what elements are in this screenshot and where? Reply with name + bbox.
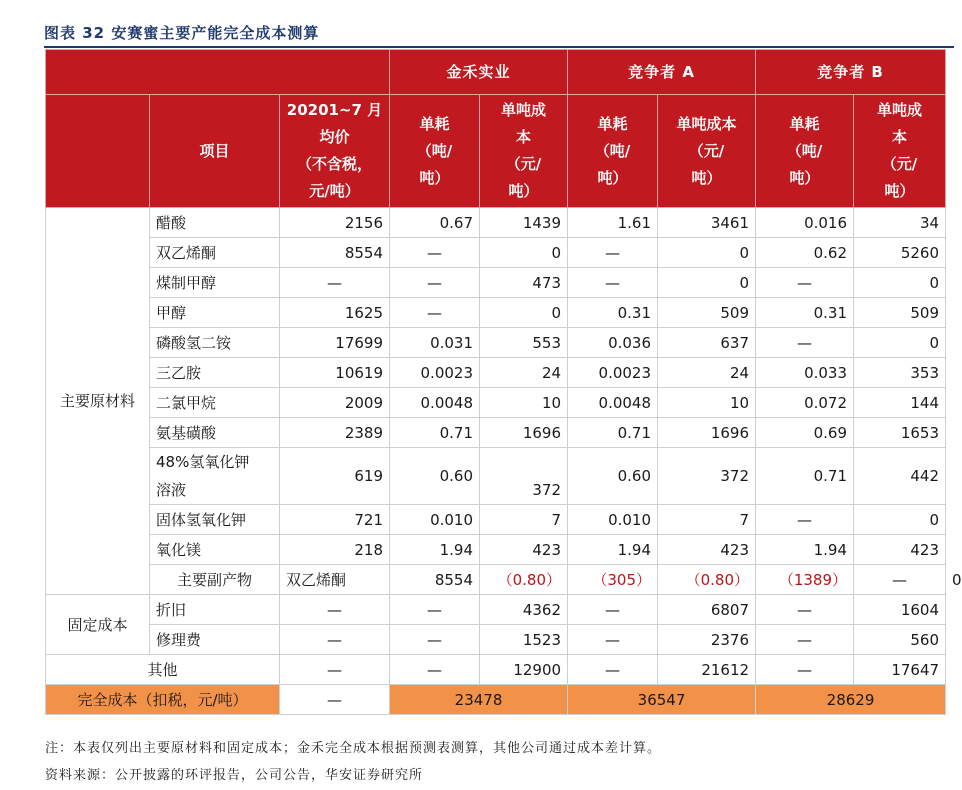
consumption-cell: （0.80） (480, 565, 568, 595)
unit-cost-cell: 5260 (854, 238, 946, 268)
unit-cost-cell: 1653 (854, 418, 946, 448)
column-header-price: 20201~7 月 均价 （不含税， 元/吨） (280, 95, 390, 208)
consumption-cell: 0.31 (756, 298, 854, 328)
price-cell: 2389 (280, 418, 390, 448)
unit-cost-cell: 0 (658, 268, 756, 298)
table-row (46, 448, 946, 505)
price-cell: — (280, 625, 390, 655)
price-cell: — (280, 685, 390, 715)
category-raw-materials (46, 208, 150, 595)
column-header-consumption: 单耗 （吨/ 吨） (568, 95, 658, 208)
unit-cost-cell: 3461 (658, 208, 756, 238)
item-name: 双乙烯酮 (280, 565, 390, 595)
consumption-cell: 0.67 (390, 208, 480, 238)
source-note: 资料来源：公开披露的环评报告，公司公告，华安证券研究所 (45, 768, 424, 783)
consumption-cell: 0.71 (568, 418, 658, 448)
column-header-unit-cost: 单吨成 本 （元/ 吨） (854, 95, 946, 208)
consumption-cell: — (390, 595, 480, 625)
unit-cost-cell: 21612 (658, 655, 756, 685)
unit-cost-cell: 17647 (854, 655, 946, 685)
consumption-cell: 0.0048 (568, 388, 658, 418)
consumption-cell: 1.94 (568, 535, 658, 565)
consumption-cell: 0.0023 (568, 358, 658, 388)
unit-cost-cell: 353 (854, 358, 946, 388)
consumption-cell: 0.010 (390, 505, 480, 535)
price-cell: 619 (280, 448, 390, 505)
consumption-cell: 0.016 (756, 208, 854, 238)
unit-cost-cell: 442 (854, 448, 946, 505)
consumption-cell: 0.0023 (390, 358, 480, 388)
consumption-cell: — (390, 625, 480, 655)
item-name: 三乙胺 (150, 358, 280, 388)
consumption-cell: 0.033 (756, 358, 854, 388)
total-cost-cell: 23478 (390, 685, 568, 715)
price-cell: 721 (280, 505, 390, 535)
consumption-cell: — (756, 655, 854, 685)
unit-cost-cell: 423 (854, 535, 946, 565)
consumption-cell: 1.94 (390, 535, 480, 565)
item-name: 磷酸氢二铵 (150, 328, 280, 358)
table-row (46, 535, 946, 565)
table-note: 注：本表仅列出主要原材料和固定成本；金禾完全成本根据预测表测算，其他公司通过成本差计算。 (45, 741, 662, 756)
total-label: 完全成本（扣税，元/吨） (46, 685, 280, 715)
unit-cost-cell: 34 (854, 208, 946, 238)
unit-cost-cell: 1696 (480, 418, 568, 448)
item-name: 氨基磺酸 (150, 418, 280, 448)
price-cell: 8554 (390, 565, 480, 595)
unit-cost-cell: 0 (854, 268, 946, 298)
total-cost-cell: 36547 (568, 685, 756, 715)
unit-cost-cell: 560 (854, 625, 946, 655)
table-row (46, 418, 946, 448)
company-header: 竞争者 B (756, 50, 946, 95)
unit-cost-cell: 12900 (480, 655, 568, 685)
company-header: 金禾实业 (390, 50, 568, 95)
item-name: 氧化镁 (150, 535, 280, 565)
header-row-columns (46, 95, 946, 208)
unit-cost-cell: 1696 (658, 418, 756, 448)
consumption-cell: 0.010 (568, 505, 658, 535)
consumption-cell: — (568, 625, 658, 655)
table-row (46, 238, 946, 268)
consumption-cell: 0.072 (756, 388, 854, 418)
price-cell: — (280, 268, 390, 298)
title-rule (44, 46, 954, 48)
price-cell: — (280, 595, 390, 625)
consumption-cell: — (756, 595, 854, 625)
unit-cost-cell: 0 (480, 298, 568, 328)
table-row (46, 298, 946, 328)
consumption-cell: 1.94 (756, 535, 854, 565)
item-name: 固体氢氧化钾 (150, 505, 280, 535)
total-cost-cell: 28629 (756, 685, 946, 715)
item-name: 醋酸 (150, 208, 280, 238)
consumption-cell: （0.80） (658, 565, 756, 595)
consumption-cell: — (390, 268, 480, 298)
consumption-cell: — (854, 565, 946, 595)
category-fixed-cost: 固定成本 (46, 595, 150, 655)
item-name: 48%氢氧化钾 溶液 (150, 448, 280, 505)
table-title: 图表 32 安赛蜜主要产能完全成本测算 (44, 24, 320, 42)
unit-cost-cell: 372 (658, 448, 756, 505)
item-name: 其他 (46, 655, 280, 685)
consumption-cell: — (756, 268, 854, 298)
consumption-cell: 0.31 (568, 298, 658, 328)
table-row (46, 268, 946, 298)
consumption-cell: 0.031 (390, 328, 480, 358)
unit-cost-cell: 423 (658, 535, 756, 565)
consumption-cell: 0.69 (756, 418, 854, 448)
header-row-companies (46, 50, 946, 95)
consumption-cell: — (568, 655, 658, 685)
table-row (46, 328, 946, 358)
category-byproducts (150, 565, 280, 595)
price-cell: 10619 (280, 358, 390, 388)
item-name: 甲醇 (150, 298, 280, 328)
unit-cost-cell: 4362 (480, 595, 568, 625)
table-row: 主要副产物 双乙烯酮 8554 （0.80） （305） （0.80） （1389） — 0 (46, 565, 946, 595)
column-header-item: 项目 (150, 95, 280, 208)
column-header-unit-cost: 单吨成本 （元/ 吨） (658, 95, 756, 208)
unit-cost-cell: 0 (854, 505, 946, 535)
unit-cost-cell: 509 (854, 298, 946, 328)
price-cell: 8554 (280, 238, 390, 268)
price-cell: 218 (280, 535, 390, 565)
unit-cost-cell: 2376 (658, 625, 756, 655)
cost-table (45, 49, 962, 715)
consumption-cell: 0.60 (568, 448, 658, 505)
unit-cost-cell: 0 (480, 238, 568, 268)
consumption-cell: — (568, 595, 658, 625)
item-name: 二氯甲烷 (150, 388, 280, 418)
column-header-consumption: 单耗 （吨/ 吨） (390, 95, 480, 208)
unit-cost-cell: 7 (480, 505, 568, 535)
item-name: 煤制甲醇 (150, 268, 280, 298)
consumption-cell: 0.62 (756, 238, 854, 268)
consumption-cell: — (390, 238, 480, 268)
unit-cost-cell: 372 (480, 448, 568, 505)
unit-cost-cell: 10 (480, 388, 568, 418)
table-row (46, 595, 946, 625)
unit-cost-cell: （305） (568, 565, 658, 595)
unit-cost-cell: 0 (658, 238, 756, 268)
table-row (46, 208, 946, 238)
consumption-cell: — (756, 505, 854, 535)
consumption-cell: 0.0048 (390, 388, 480, 418)
consumption-cell: — (568, 238, 658, 268)
unit-cost-cell: 637 (658, 328, 756, 358)
item-name: 修理费 (150, 625, 280, 655)
consumption-cell: — (390, 655, 480, 685)
unit-cost-cell: 0 (854, 328, 946, 358)
consumption-cell: 0.60 (390, 448, 480, 505)
consumption-cell: — (756, 328, 854, 358)
price-cell: — (280, 655, 390, 685)
table-row (46, 388, 946, 418)
consumption-cell: — (756, 625, 854, 655)
unit-cost-cell: （1389） (756, 565, 854, 595)
table-row (46, 358, 946, 388)
price-cell: 2156 (280, 208, 390, 238)
header-blank (46, 95, 150, 208)
unit-cost-cell: 6807 (658, 595, 756, 625)
consumption-cell: — (390, 298, 480, 328)
unit-cost-cell: 1604 (854, 595, 946, 625)
total-row (46, 685, 946, 715)
price-cell: 17699 (280, 328, 390, 358)
category-label: 主要原材料 (59, 392, 135, 410)
unit-cost-cell: 144 (854, 388, 946, 418)
unit-cost-cell: 24 (480, 358, 568, 388)
header-blank (46, 50, 390, 95)
unit-cost-cell: 10 (658, 388, 756, 418)
unit-cost-cell: 1523 (480, 625, 568, 655)
consumption-cell: 0.71 (390, 418, 480, 448)
unit-cost-cell: 7 (658, 505, 756, 535)
consumption-cell: 1.61 (568, 208, 658, 238)
unit-cost-cell: 423 (480, 535, 568, 565)
table-row (46, 505, 946, 535)
category-label: 主要副产物 (176, 570, 252, 589)
unit-cost-cell: 509 (658, 298, 756, 328)
item-name: 双乙烯酮 (150, 238, 280, 268)
unit-cost-cell: 473 (480, 268, 568, 298)
column-header-consumption: 单耗 （吨/ 吨） (756, 95, 854, 208)
consumption-cell: 0.036 (568, 328, 658, 358)
unit-cost-cell: 24 (658, 358, 756, 388)
table-row (46, 625, 946, 655)
consumption-cell: 0.71 (756, 448, 854, 505)
unit-cost-cell: 1439 (480, 208, 568, 238)
company-header: 竞争者 A (568, 50, 756, 95)
unit-cost-cell: 553 (480, 328, 568, 358)
price-cell: 2009 (280, 388, 390, 418)
column-header-unit-cost: 单吨成 本 （元/ 吨） (480, 95, 568, 208)
price-cell: 1625 (280, 298, 390, 328)
item-name: 折旧 (150, 595, 280, 625)
consumption-cell: — (568, 268, 658, 298)
table-row (46, 655, 946, 685)
